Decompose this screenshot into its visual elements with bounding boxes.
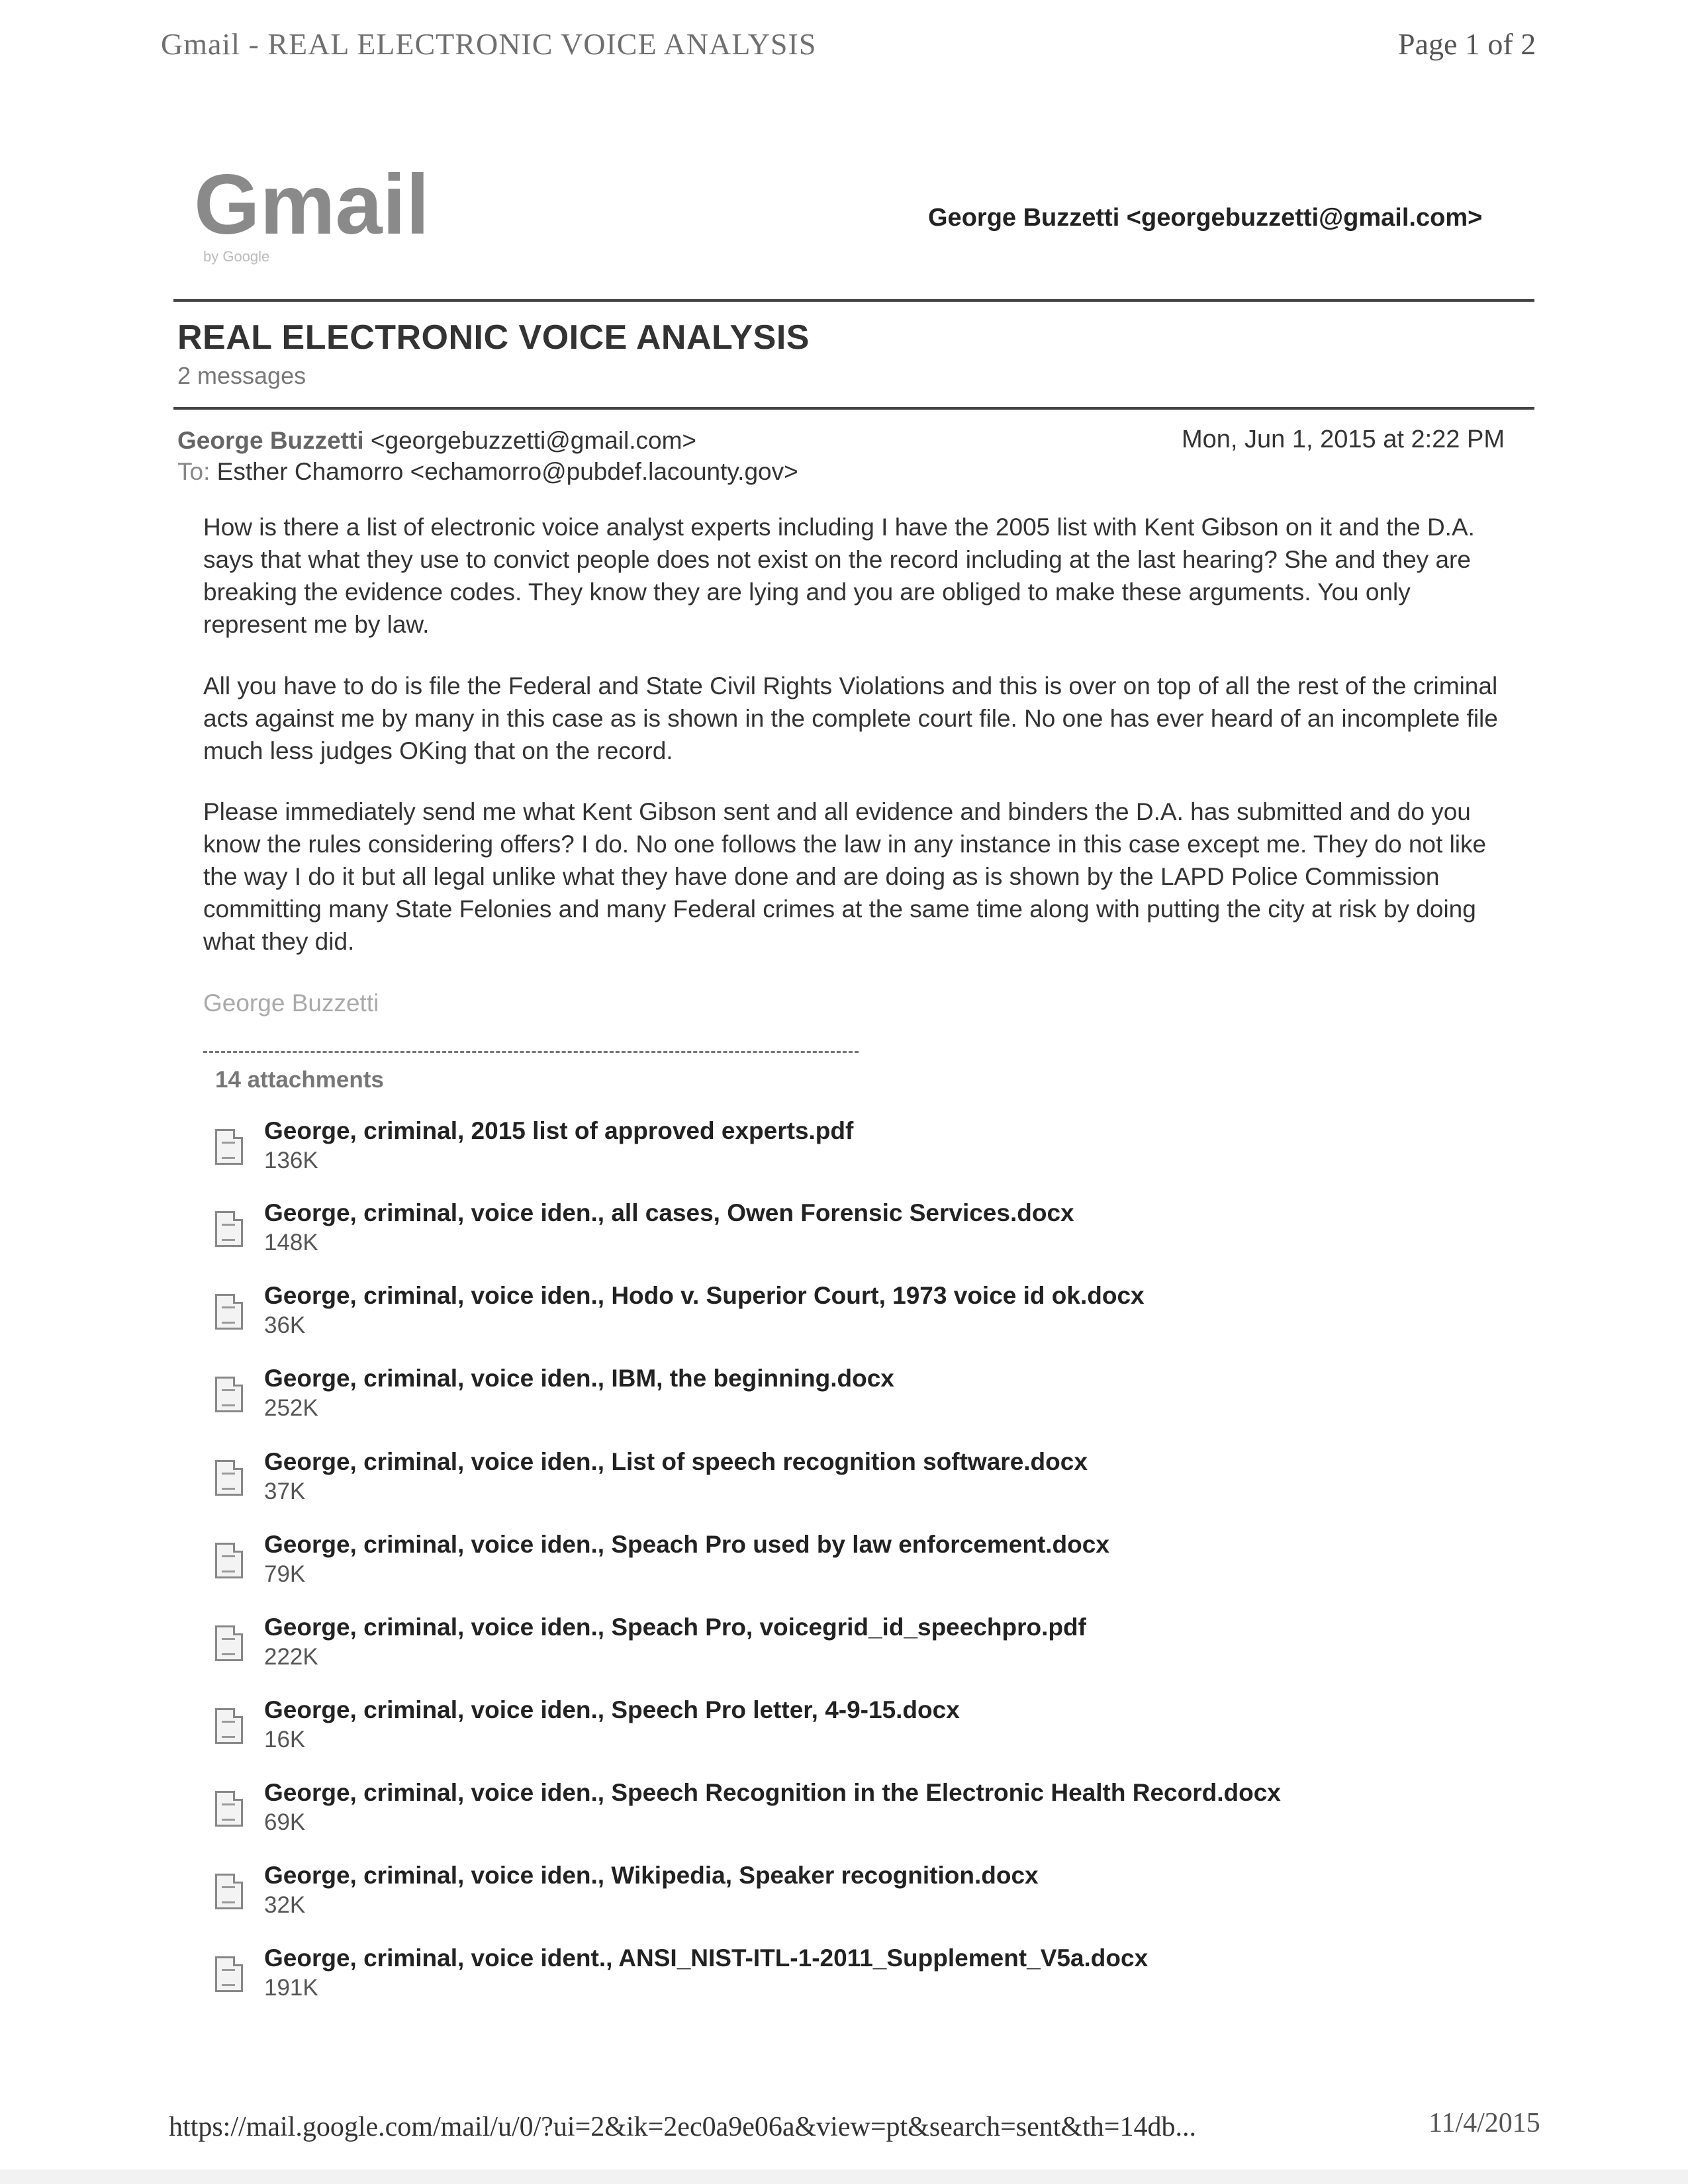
attachment-name[interactable]: George, criminal, voice iden., Speech Pro letter, 4-9-15.docx [264, 1696, 960, 1723]
attachment-name[interactable]: George, criminal, voice iden., Speech Recognition in the Electronic Health Record.docx [264, 1779, 1281, 1806]
pdf-file-icon [215, 1129, 243, 1165]
word-file-icon [215, 1543, 243, 1578]
attachment-name[interactable]: George, criminal, voice iden., Speach Pro, voicegrid_id_speechpro.pdf [264, 1614, 1086, 1641]
attachment-name[interactable]: George, criminal, 2015 list of approved experts.pdf [264, 1117, 854, 1144]
account-email: George Buzzetti <georgebuzzetti@gmail.com> [928, 204, 1483, 232]
attachment-item[interactable] [215, 1862, 1473, 1934]
attachment-name[interactable]: George, criminal, voice iden., all cases, Owen Forensic Services.docx [264, 1199, 1074, 1226]
attachment-name[interactable]: George, criminal, voice iden., Wikipedia, Speaker recognition.docx [264, 1862, 1039, 1889]
attachment-item[interactable] [215, 1614, 1473, 1686]
page-bottom-edge [0, 2169, 1688, 2184]
attachment-size: 79K [264, 1561, 306, 1587]
attachment-name[interactable]: George, criminal, voice iden., IBM, the beginning.docx [264, 1365, 894, 1392]
attachment-size: 16K [264, 1727, 306, 1752]
attachment-size: 69K [264, 1809, 306, 1835]
message-date: Mon, Jun 1, 2015 at 2:22 PM [1182, 426, 1505, 453]
attachment-size: 32K [264, 1892, 306, 1918]
attachment-item[interactable] [215, 1696, 1473, 1769]
logo-text: Gmail [194, 158, 430, 252]
to-label: To: [177, 458, 211, 485]
word-file-icon [215, 1956, 243, 1992]
message-paragraph: Please immediately send me what Kent Gibson sent and all evidence and binders the D.A. has submitted and do you know the rules considering offers? I do. No one follows the law in any instance in this case except me. They do not like the way I do it but all legal unlike what they have done and are doing as is shown by the LAPD Police Commission committing many State Felonies and many Federal crimes at the same time along with putting the city at risk by doing what they did. [203, 798, 1487, 955]
thread-subject: REAL ELECTRONIC VOICE ANALYSIS [177, 318, 810, 357]
word-file-icon [215, 1460, 243, 1496]
sender-email: <georgebuzzetti@gmail.com> [370, 427, 697, 454]
sender-line [177, 427, 696, 455]
recipient-line [177, 458, 798, 486]
print-footer-url: https://mail.google.com/mail/u/0/?ui=2&ik=2ec0a9e06a&view=pt&search=sent&th=14db... [169, 2112, 1196, 2142]
attachment-item[interactable] [215, 1282, 1473, 1355]
attachment-size: 136K [264, 1148, 318, 1173]
message-paragraph: How is there a list of electronic voice analyst experts including I have the 2005 list with Kent Gibson on it and the D.A. says that what they use to convict people does not exist on the record including at the last hearing? She and they are breaking the evidence codes. They know they are lying and you are obliged to make these arguments. You only represent me by law. [203, 514, 1475, 638]
attachment-item[interactable] [215, 1448, 1473, 1521]
print-header-title: Gmail - REAL ELECTRONIC VOICE ANALYSIS [161, 27, 817, 61]
attachment-size: 36K [264, 1312, 306, 1338]
sender-name: George Buzzetti [177, 427, 364, 454]
attachment-name[interactable]: George, criminal, voice iden., List of speech recognition software.docx [264, 1448, 1088, 1475]
attachments-divider [203, 1051, 859, 1053]
word-file-icon [215, 1708, 243, 1744]
recipient: Esther Chamorro <echamorro@pubdef.lacounty.gov> [216, 458, 798, 485]
word-file-icon [215, 1791, 243, 1827]
attachment-item[interactable] [215, 1779, 1473, 1852]
gmail-logo [189, 156, 467, 271]
message-paragraph: All you have to do is file the Federal and State Civil Rights Violations and this is over on top of all the rest of the criminal acts against me by many in this case as is shown in the complete court file. No one has ever heard of an incomplete file much less judges OKing that on the record. [203, 672, 1498, 764]
word-file-icon [215, 1294, 243, 1330]
print-footer-date: 11/4/2015 [1429, 2108, 1540, 2138]
attachment-name[interactable]: George, criminal, voice iden., Speach Pro used by law enforcement.docx [264, 1531, 1109, 1558]
attachment-item[interactable] [215, 1365, 1473, 1437]
attachment-item[interactable] [215, 1199, 1473, 1272]
attachment-size: 148K [264, 1230, 318, 1255]
attachment-size: 222K [264, 1644, 318, 1670]
attachment-name[interactable]: George, criminal, voice iden., Hodo v. Superior Court, 1973 voice id ok.docx [264, 1282, 1145, 1309]
attachment-size: 37K [264, 1479, 306, 1504]
subject-divider [173, 407, 1534, 410]
gmail-logo-graphic [189, 156, 467, 271]
page-number: Page 1 of 2 [1398, 27, 1536, 61]
logo-tagline: by Google [203, 248, 270, 265]
attachments-count: 14 attachments [215, 1067, 384, 1093]
attachment-size: 191K [264, 1975, 318, 2001]
header-divider [173, 299, 1534, 302]
attachment-item[interactable] [215, 1117, 1473, 1190]
message-count: 2 messages [177, 362, 306, 389]
word-file-icon [215, 1211, 243, 1247]
attachment-name[interactable]: George, criminal, voice ident., ANSI_NIST-ITL-1-2011_Supplement_V5a.docx [264, 1944, 1149, 1972]
word-file-icon [215, 1377, 243, 1412]
attachment-item[interactable] [215, 1944, 1473, 2017]
attachment-item[interactable] [215, 1531, 1473, 1604]
signature: George Buzzetti [203, 989, 379, 1017]
pdf-file-icon [215, 1625, 243, 1661]
attachment-size: 252K [264, 1395, 318, 1421]
word-file-icon [215, 1874, 243, 1909]
